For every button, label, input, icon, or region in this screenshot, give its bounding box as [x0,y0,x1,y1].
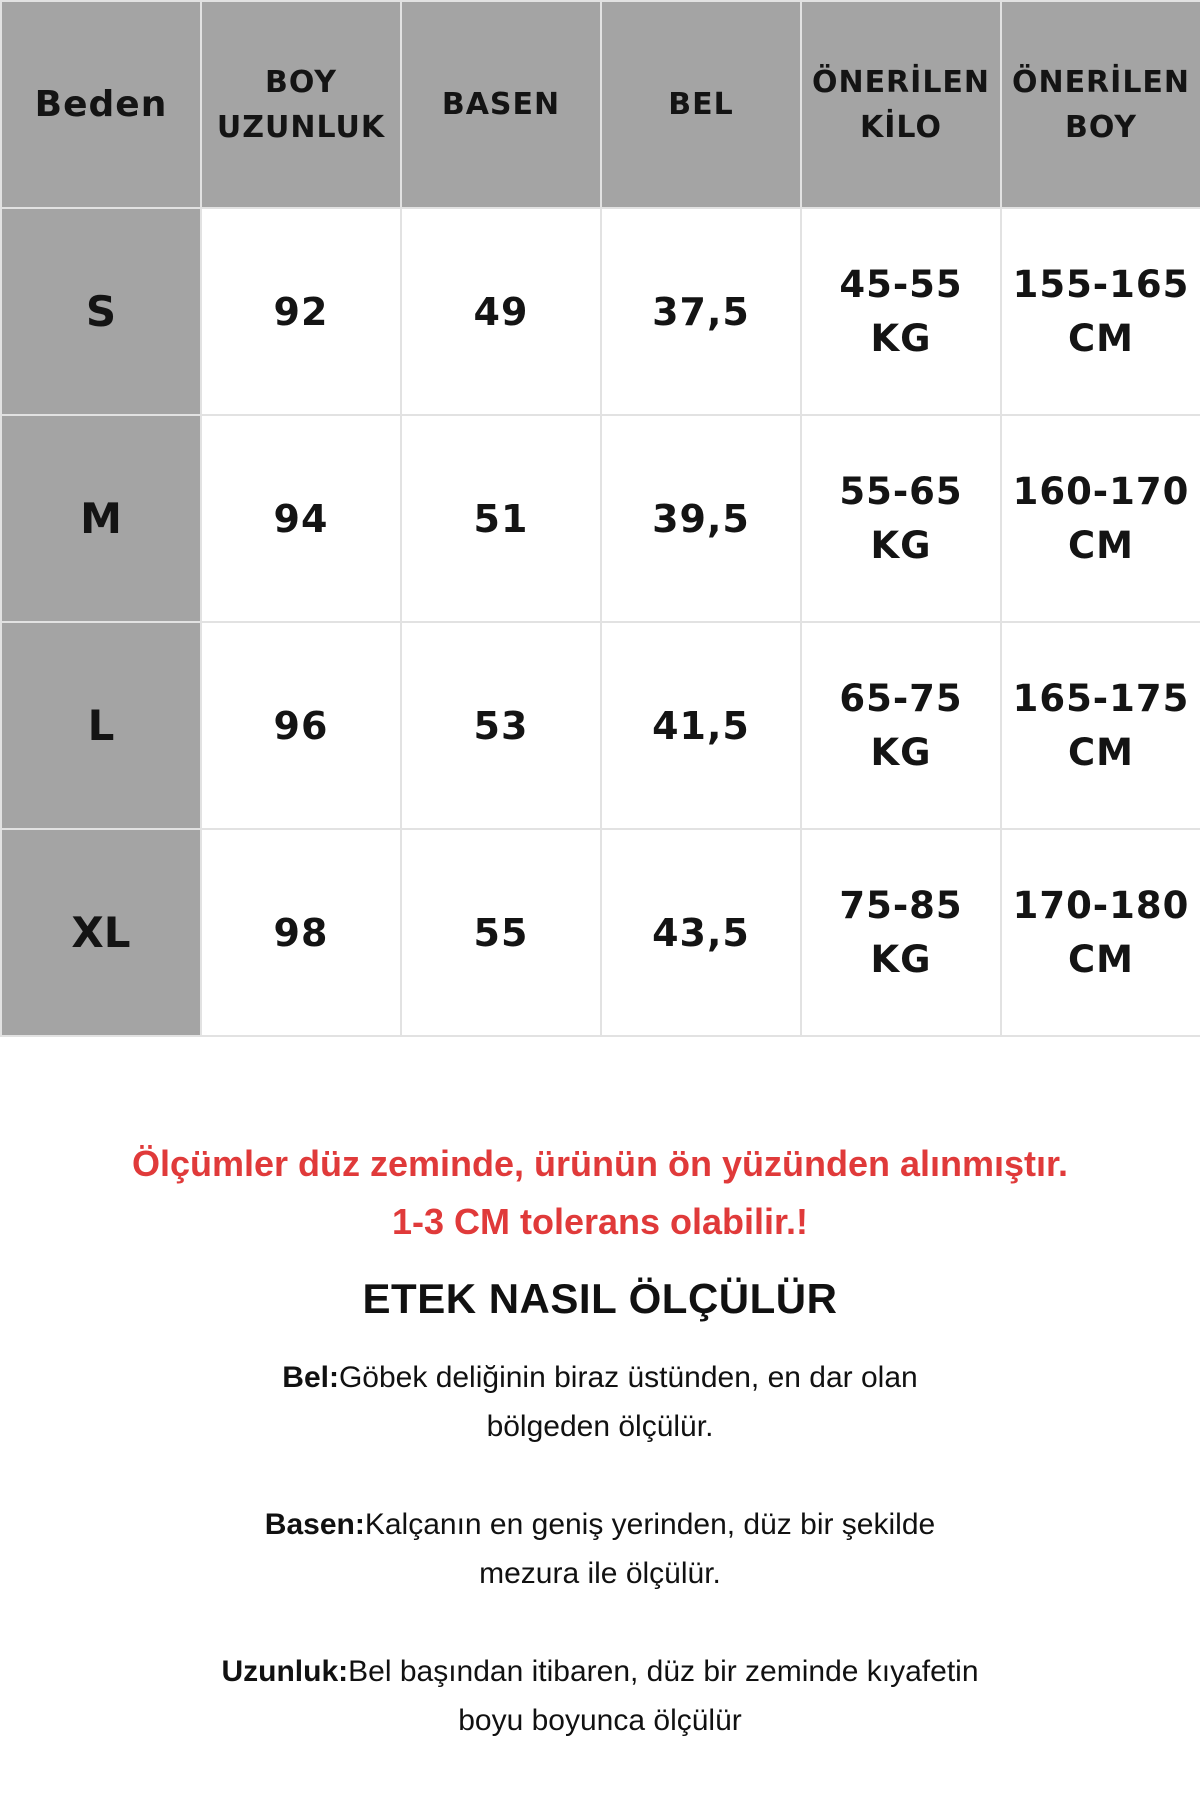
onerilen-kilo-value: 55-65 KG [801,415,1001,622]
boy-uzunluk-value: 92 [201,208,401,415]
basen-value: 49 [401,208,601,415]
onerilen-kilo-value: 45-55 KG [801,208,1001,415]
onerilen-boy-value: 170-180 CM [1001,829,1200,1036]
size-label: L [1,622,201,829]
header-onerilen-kilo: ÖNERİLEN KİLO [801,1,1001,208]
header-boy-uzunluk: BOY UZUNLUK [201,1,401,208]
header-row [1,1,1200,208]
header-beden: Beden [1,1,201,208]
onerilen-boy-value: 160-170 CM [1001,415,1200,622]
notice-line-1: Ölçümler düz zeminde, ürünün ön yüzünden alınmıştır. [131,1143,1069,1184]
onerilen-boy-value: 155-165 CM [1001,208,1200,415]
guide-title: ETEK NASIL ÖLÇÜLÜR [362,1275,838,1322]
basen-value: 55 [401,829,601,1036]
header-onerilen-boy: ÖNERİLEN BOY [1001,1,1200,208]
table-row [1,622,1200,829]
bel-value: 39,5 [601,415,801,622]
size-label: S [1,208,201,415]
notice-line-2: 1-3 CM tolerans olabilir.! [391,1201,809,1242]
table-row [1,415,1200,622]
bel-value: 43,5 [601,829,801,1036]
basen-value: 51 [401,415,601,622]
guide-item-bel [220,1353,980,1451]
guide-term: Uzunluk: [221,1655,349,1688]
bel-value: 41,5 [601,622,801,829]
guide-term: Basen: [264,1508,365,1541]
onerilen-boy-value: 165-175 CM [1001,622,1200,829]
table-row [1,208,1200,415]
onerilen-kilo-value: 65-75 KG [801,622,1001,829]
measurement-notice [0,1135,1200,1251]
notes-section [0,1135,1200,1745]
header-bel: BEL [601,1,801,208]
guide-text: Göbek deliğinin biraz üstünden, en dar olan bölgeden ölçülür. [338,1361,918,1443]
boy-uzunluk-value: 94 [201,415,401,622]
guide-term: Bel: [282,1361,339,1394]
header-basen: BASEN [401,1,601,208]
basen-value: 53 [401,622,601,829]
guide-item-uzunluk [220,1647,980,1745]
guide-text: Kalçanın en geniş yerinden, düz bir şekilde mezura ile ölçülür. [364,1508,936,1590]
boy-uzunluk-value: 96 [201,622,401,829]
size-label: M [1,415,201,622]
guide-text: Bel başından itibaren, düz bir zeminde kıyafetin boyu boyunca ölçülür [348,1655,979,1737]
bel-value: 37,5 [601,208,801,415]
size-label: XL [1,829,201,1036]
onerilen-kilo-value: 75-85 KG [801,829,1001,1036]
boy-uzunluk-value: 98 [201,829,401,1036]
table-row [1,829,1200,1036]
guide-item-basen [220,1500,980,1598]
